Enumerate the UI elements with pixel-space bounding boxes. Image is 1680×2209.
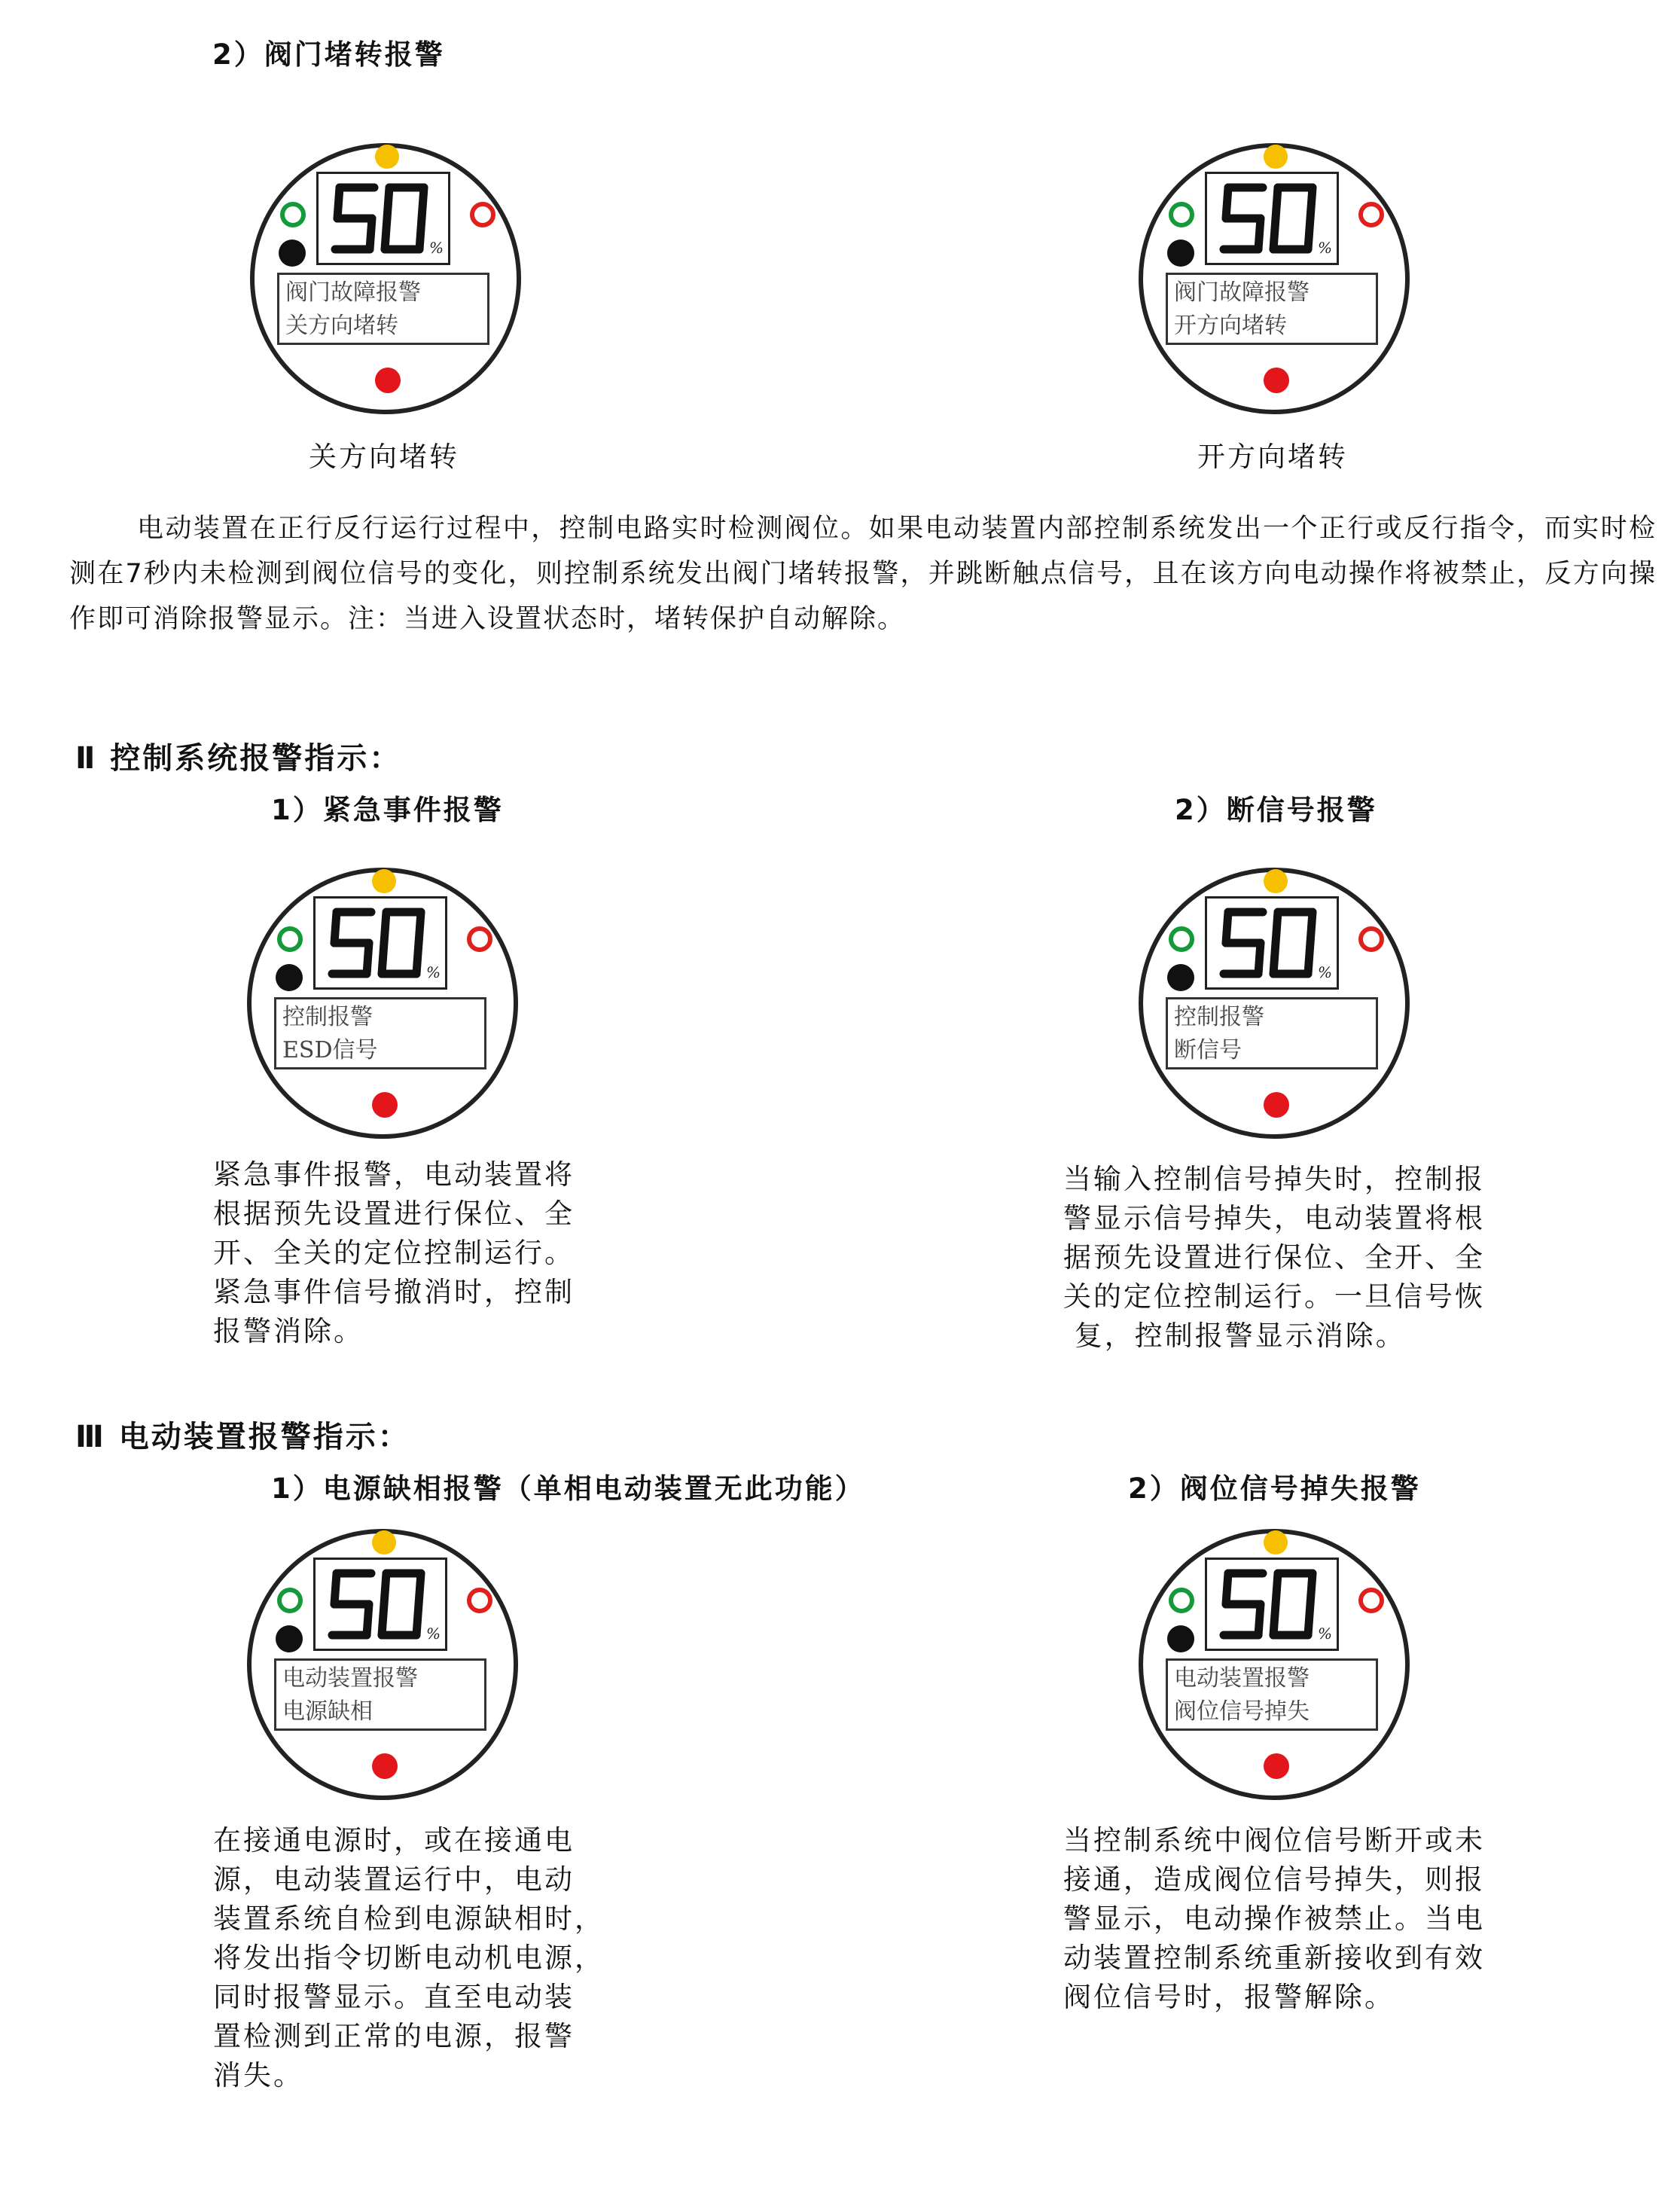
percent-display <box>316 172 450 265</box>
lcd-line-1: 电动装置报警 <box>282 1665 418 1692</box>
digit-segment <box>1276 1573 1278 1604</box>
percent-unit: % <box>425 963 441 981</box>
digit-segment <box>337 188 340 218</box>
lcd-message <box>277 273 489 345</box>
percent-display <box>313 1558 447 1651</box>
digit-segment <box>334 912 337 943</box>
digit-segment <box>334 1573 337 1604</box>
valve-stall-heading: 2）阀门堵转报警 <box>212 38 445 71</box>
digit-segment <box>1308 943 1310 974</box>
lcd-line-2: 开方向堵转 <box>1174 313 1287 339</box>
digit-segment <box>1258 1604 1261 1635</box>
percent-unit: % <box>1317 963 1332 981</box>
description-line: 根据预先设置进行保位、全 <box>213 1198 575 1230</box>
green-indicator-icon <box>280 202 306 227</box>
esd-alarm-description <box>213 1155 575 1351</box>
description-line: 紧急事件报警，电动装置将 <box>213 1158 575 1191</box>
meter-display-open-stall <box>1139 143 1410 414</box>
digit-segment <box>1276 188 1278 218</box>
description-line: 复，控制报警显示消除。 <box>1063 1320 1406 1352</box>
digit-segment <box>416 943 419 974</box>
black-knob-icon <box>1167 1625 1194 1652</box>
digit-segment <box>1273 1604 1276 1635</box>
meter-display-signal-loss <box>1139 868 1410 1139</box>
esd-alarm-subheading: 1）紧急事件报警 <box>271 794 504 826</box>
actuator-alarm-section-heading: Ⅲ 电动装置报警指示： <box>75 1420 410 1454</box>
digit-segment <box>1276 912 1278 943</box>
description-line: 消失。 <box>213 2059 303 2092</box>
lcd-message <box>274 997 486 1069</box>
description-line: 置检测到正常的电源，报警 <box>213 2020 575 2052</box>
black-knob-icon <box>1167 240 1194 267</box>
red-alarm-indicator-icon <box>375 368 401 393</box>
lcd-line-2: 断信号 <box>1174 1037 1242 1063</box>
description-line: 当控制系统中阀位信号断开或未 <box>1063 1824 1485 1857</box>
percent-display <box>1205 1558 1339 1651</box>
phase-loss-description <box>213 1821 605 2095</box>
digit-segment <box>1273 218 1276 249</box>
description-line: 报警消除。 <box>213 1315 364 1347</box>
red-alarm-indicator-icon <box>1264 368 1289 393</box>
digit-segment <box>370 218 372 249</box>
position-signal-loss-description <box>1063 1821 1485 2017</box>
description-line: 警显示信号掉失，电动装置将根 <box>1063 1202 1485 1234</box>
digit-segment <box>1310 188 1313 218</box>
lcd-line-1: 电动装置报警 <box>1174 1665 1310 1692</box>
red-ring-indicator-icon <box>470 202 495 227</box>
signal-loss-description <box>1063 1160 1485 1356</box>
description-line: 动装置控制系统重新接收到有效 <box>1063 1942 1485 1974</box>
red-ring-indicator-icon <box>1358 202 1384 227</box>
lcd-line-2: 电源缺相 <box>282 1698 373 1725</box>
digit-segment <box>1226 912 1228 943</box>
lcd-line-2: ESD信号 <box>282 1037 378 1063</box>
black-knob-icon <box>276 964 303 991</box>
description-line: 在接通电源时，或在接通电 <box>213 1824 575 1857</box>
red-alarm-indicator-icon <box>372 1753 398 1779</box>
percent-unit: % <box>1317 239 1332 257</box>
description-line: 当输入控制信号掉失时，控制报 <box>1063 1163 1485 1195</box>
lcd-message <box>1166 273 1378 345</box>
red-alarm-indicator-icon <box>1264 1753 1289 1779</box>
black-knob-icon <box>1167 964 1194 991</box>
digit-segment <box>1258 943 1261 974</box>
lcd-line-2: 关方向堵转 <box>285 313 398 339</box>
digit-segment <box>422 188 424 218</box>
description-line: 开、全关的定位控制运行。 <box>213 1237 575 1269</box>
red-ring-indicator-icon <box>467 926 492 952</box>
lcd-message <box>1166 997 1378 1069</box>
description-line: 紧急事件信号撤消时，控制 <box>213 1276 575 1308</box>
description-line: 装置系统自检到电源缺相时， <box>213 1902 605 1935</box>
green-indicator-icon <box>1169 1588 1194 1613</box>
digit-segment <box>1226 188 1228 218</box>
lcd-message <box>274 1658 486 1731</box>
description-line: 接通，造成阀位信号掉失，则报 <box>1063 1863 1485 1896</box>
percent-unit: % <box>425 1625 441 1643</box>
yellow-indicator-icon <box>372 1530 396 1555</box>
yellow-indicator-icon <box>372 869 396 893</box>
percent-unit: % <box>1317 1625 1332 1643</box>
lcd-line-1: 控制报警 <box>1174 1004 1264 1030</box>
digit-segment <box>1226 1573 1228 1604</box>
digit-segment <box>1310 1573 1313 1604</box>
red-alarm-indicator-icon <box>372 1092 398 1118</box>
green-indicator-icon <box>1169 926 1194 952</box>
description-line: 据预先设置进行保位、全开、全 <box>1063 1241 1485 1274</box>
valve-stall-description: 电动装置在正行反行运行过程中，控制电路实时检测阀位。如果电动装置内部控制系统发出一个正行或反行指令，而实时检测在7秒内未检测到阀位信号的变化，则控制系统发出阀门堵转报警，并跳断触点信号，且在该方向电动操作将被禁止，反方向操作即可消除报警显示。注：当进入设置状态时，堵转保护自动解除。 <box>69 514 1657 634</box>
meter-display-esd <box>247 868 518 1139</box>
black-knob-icon <box>279 240 306 267</box>
meter-display-phase-loss <box>247 1529 518 1800</box>
green-indicator-icon <box>277 1588 303 1613</box>
digit-segment <box>419 1573 421 1604</box>
description-line: 关的定位控制运行。一旦信号恢 <box>1063 1280 1485 1313</box>
lcd-line-1: 阀门故障报警 <box>1174 279 1310 306</box>
digit-segment <box>416 1604 419 1635</box>
digit-segment <box>382 1604 384 1635</box>
digit-segment <box>419 218 422 249</box>
digit-segment <box>1310 912 1313 943</box>
red-alarm-indicator-icon <box>1264 1092 1289 1118</box>
caption-close-stall: 关方向堵转 <box>309 441 459 473</box>
red-ring-indicator-icon <box>1358 1588 1384 1613</box>
lcd-message <box>1166 1658 1378 1731</box>
yellow-indicator-icon <box>1264 869 1288 893</box>
red-ring-indicator-icon <box>1358 926 1384 952</box>
description-line: 将发出指令切断电动机电源， <box>213 1942 605 1974</box>
caption-open-stall: 开方向堵转 <box>1197 441 1348 473</box>
red-ring-indicator-icon <box>467 1588 492 1613</box>
digit-segment <box>1273 943 1276 974</box>
digit-segment <box>367 943 369 974</box>
digit-segment <box>367 1604 369 1635</box>
signal-loss-alarm-subheading: 2）断信号报警 <box>1175 794 1377 826</box>
green-indicator-icon <box>1169 202 1194 227</box>
yellow-indicator-icon <box>1264 145 1288 169</box>
description-line: 源，电动装置运行中，电动 <box>213 1863 575 1896</box>
digit-segment <box>384 1573 386 1604</box>
phase-loss-alarm-subheading: 1）电源缺相报警（单相电动装置无此功能） <box>271 1472 865 1505</box>
green-indicator-icon <box>277 926 303 952</box>
black-knob-icon <box>276 1625 303 1652</box>
percent-unit: % <box>428 239 444 257</box>
meter-display-close-stall <box>250 143 521 414</box>
lcd-line-1: 阀门故障报警 <box>285 279 421 306</box>
digit-segment <box>1308 218 1310 249</box>
description-line: 警显示，电动操作被禁止。当电 <box>1063 1902 1485 1935</box>
digit-segment <box>1308 1604 1310 1635</box>
meter-display-position-signal-loss <box>1139 1529 1410 1800</box>
lcd-line-1: 控制报警 <box>282 1004 373 1030</box>
digit-segment <box>385 218 387 249</box>
position-signal-loss-subheading: 2）阀位信号掉失报警 <box>1128 1472 1421 1505</box>
percent-display <box>1205 172 1339 265</box>
yellow-indicator-icon <box>375 145 399 169</box>
description-line: 同时报警显示。直至电动装 <box>213 1981 575 2013</box>
control-alarm-section-heading: Ⅱ 控制系统报警指示： <box>75 741 402 776</box>
digit-segment <box>382 943 384 974</box>
digit-segment <box>1258 218 1261 249</box>
digit-segment <box>387 188 389 218</box>
percent-display <box>1205 896 1339 990</box>
digit-segment <box>384 912 386 943</box>
percent-display <box>313 896 447 990</box>
description-line: 阀位信号时，报警解除。 <box>1063 1981 1395 2013</box>
digit-segment <box>419 912 421 943</box>
lcd-line-2: 阀位信号掉失 <box>1174 1698 1310 1725</box>
yellow-indicator-icon <box>1264 1530 1288 1555</box>
